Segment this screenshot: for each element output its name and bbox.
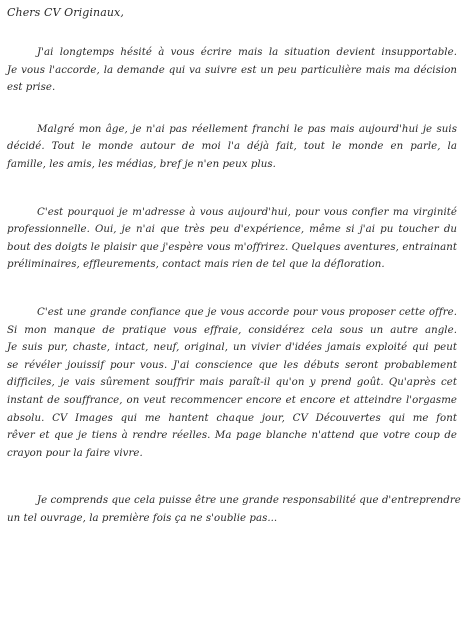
paragraph-line: Je vous l'accorde, la demande qui va suivre est un peu particulière mais ma décision [7,64,457,76]
paragraph-1 [7,44,457,97]
paragraph-line: crayon pour la faire vivre. [7,447,143,459]
paragraph-line: instant de souffrance, on veut recommencer encore et encore et atteindre l'orgasme [7,394,457,406]
paragraph-2 [7,121,457,174]
paragraph-line: est prise. [7,82,56,94]
paragraph-line: difficiles, je vais sûrement souffrir mais paraît-il qu'on y prend goût. Qu'après cet [7,377,457,389]
paragraph-line: J'ai longtemps hésité à vous écrire mais la situation devient insupportable. [37,47,457,58]
paragraph-line: absolu. CV Images qui me hantent chaque jour, CV Découvertes qui me font [7,412,457,424]
paragraph-3 [7,204,457,274]
paragraph-line: Je comprends que cela puisse être une grande responsabilité que d'entreprendre [37,495,461,507]
paragraph-line: préliminaires, effleurements, contact mais rien de tel que la défloration. [7,259,385,271]
paragraph-line: rêver et que je tiens à rendre réelles. Ma page blanche n'attend que votre coup de [7,430,457,442]
paragraph-line: Malgré mon âge, je n'ai pas réellement franchi le pas mais aujourd'hui je suis [37,123,457,135]
paragraph-line: décidé. Tout le monde autour de moi l'a déjà fait, tout le monde en parle, la [7,141,457,153]
paragraph-line: un tel ouvrage, la première fois ça ne s'oublie pas... [7,512,278,524]
letter-salutation: Chers CV Originaux, [7,6,124,19]
paragraph-line: Je suis pur, chaste, intact, neuf, original, un vivier d'idées jamais exploité qui peut [7,342,457,354]
paragraph-5 [7,492,461,527]
paragraph-line: bout des doigts le plaisir que j'espère vous m'offrirez. Quelques aventures, entrainant [7,241,457,253]
paragraph-line: C'est pourquoi je m'adresse à vous aujourd'hui, pour vous confier ma virginité [37,206,457,218]
paragraph-line: famille, les amis, les médias, bref je n'en peux plus. [7,158,276,170]
paragraph-line: professionnelle. Oui, je n'ai que très peu d'expérience, même si j'ai pu toucher du [7,224,457,236]
paragraph-line: C'est une grande confiance que je vous accorde pour vous proposer cette offre. [37,306,457,318]
paragraph-line: Si mon manque de pratique vous effraie, considérez cela sous un autre angle. [7,324,457,336]
paragraph-4 [7,304,457,462]
paragraph-line: se révéler jouissif pour vous. J'ai conscience que les débuts seront probablement [7,359,457,371]
